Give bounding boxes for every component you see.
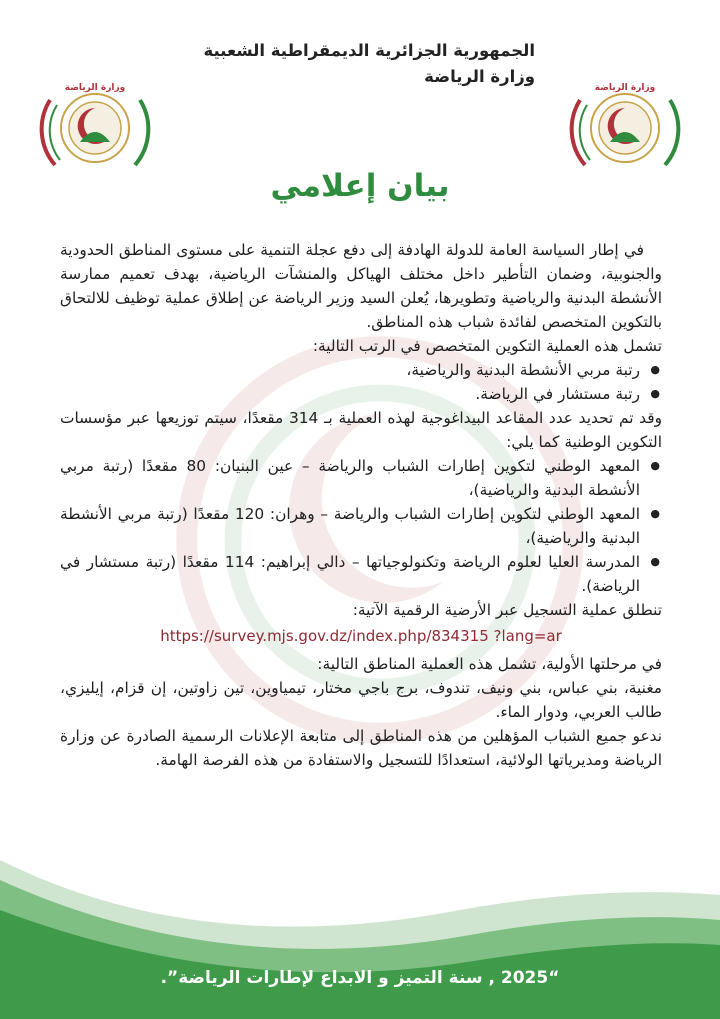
- ministry-name: وزارة الرياضة: [424, 67, 535, 86]
- list-item: ● المعهد الوطني لتكوين إطارات الشباب والرياضة – وهران: 120 مقعدًا (رتبة مربي الأنشطة البدنية والرياضية)،: [60, 502, 640, 550]
- list-item: ● المعهد الوطني لتكوين إطارات الشباب والرياضة – عين البنيان: 80 مقعدًا (رتبة مربي الأنشطة البدنية والرياضية)،: [60, 454, 640, 502]
- institutions-list: [60, 454, 662, 598]
- seats-intro: وقد تم تحديد عدد المقاعد البيداغوجية لهذه العملية بـ 314 مقعدًا، سيتم توزيعها عبر مؤسسات التكوين الوطنية كما يلي:: [60, 409, 662, 451]
- ranks-intro: تشمل هذه العملية التكوين المتخصص في الرتب التالية:: [312, 337, 662, 355]
- ranks-list: [60, 358, 662, 406]
- footer-wave: [0, 840, 720, 1019]
- regions-intro: في مرحلتها الأولية، تشمل هذه العملية المناطق التالية:: [317, 655, 662, 673]
- intro-paragraph: في إطار السياسة العامة للدولة الهادفة إلى دفع عجلة التنمية على مستوى المناطق الحدودية والجنوبية، وضمان التأطير داخل مختلف الهياكل والمنشآت الرياضية، بهدف تعميم ممارسة الأنشطة البدنية والرياضية وتطويرها، يُعلن السيد وزير الرياضة عن إطلاق عملية توظيف للالتحاق بالتكوين المتخصص لفائدة شباب هذه المناطق.: [60, 241, 662, 331]
- emblem-left-text: وزارة الرياضة: [64, 83, 126, 93]
- regions-list: مغنية، بني عباس، بني ونيف، تندوف، برج باجي مختار، تيمياوين، تين زاوتين، إن قزام، إيليزي، طالب العربي، ودوار الماء.: [60, 679, 662, 721]
- registration-intro: تنطلق عملية التسجيل عبر الأرضية الرقمية الآتية:: [352, 601, 662, 619]
- announcement-body: [60, 238, 662, 772]
- footer-slogan: “2025 , سنة التميز و الابداع لإطارات الرياضة”.: [160, 968, 560, 988]
- list-item: ● رتبة مربي الأنشطة البدنية والرياضية،: [60, 358, 640, 382]
- emblem-right-text: وزارة الرياضة: [594, 83, 656, 93]
- letterhead: [204, 38, 535, 90]
- registration-link[interactable]: https://survey.mjs.gov.dz/index.php/834315 ?lang=ar: [160, 627, 562, 645]
- closing-paragraph: ندعو جميع الشباب المؤهلين من هذه المناطق إلى متابعة الإعلانات الرسمية الصادرة عن وزارة الرياضة ومديرياتها الولائية، استعدادًا للتسجيل والاستفادة من هذه الفرصة الهامة.: [60, 727, 662, 769]
- page-title: بيان إعلامي: [270, 168, 450, 204]
- list-item: ● رتبة مستشار في الرياضة.: [60, 382, 640, 406]
- list-item: ● المدرسة العليا لعلوم الرياضة وتكنولوجياتها – دالي إبراهيم: 114 مقعدًا (رتبة مستشار في الرياضة).: [60, 550, 640, 598]
- republic-name: الجمهورية الجزائرية الديمقراطية الشعبية: [203, 41, 535, 60]
